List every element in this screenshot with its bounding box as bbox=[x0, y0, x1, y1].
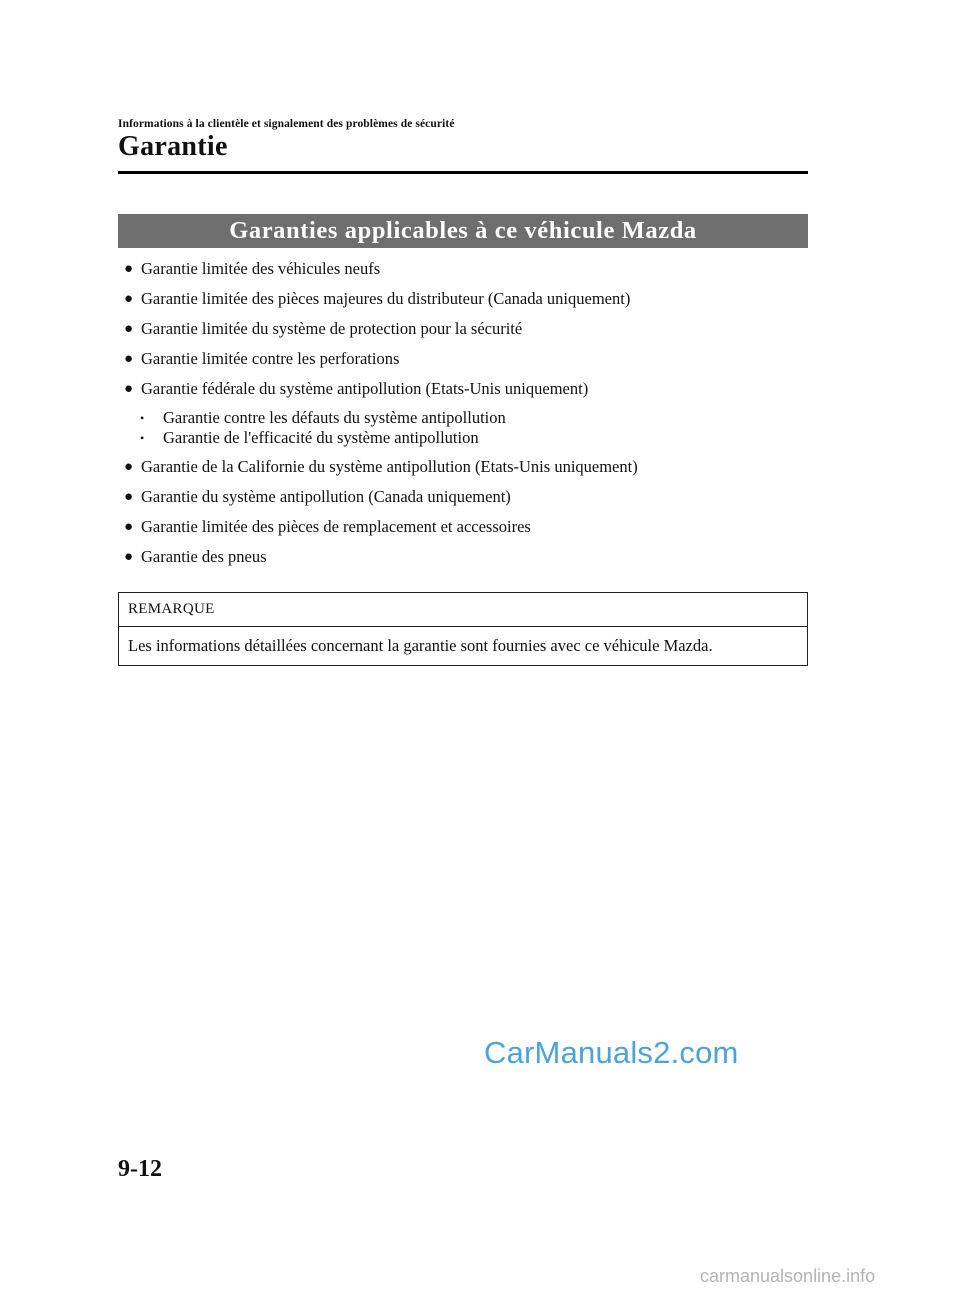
list-item bbox=[124, 348, 808, 370]
bullet-icon: ● bbox=[124, 351, 134, 367]
note-title: REMARQUE bbox=[128, 601, 215, 617]
list-item bbox=[124, 546, 808, 568]
note-divider bbox=[119, 626, 807, 627]
section-banner bbox=[118, 214, 808, 248]
bullet-icon: ● bbox=[124, 459, 134, 475]
list-item bbox=[124, 516, 808, 538]
bullet-icon: ● bbox=[124, 321, 134, 337]
list-item-text: Garantie limitée des véhicules neufs bbox=[141, 259, 381, 278]
list-item-text: Garantie limitée des pièces majeures du distributeur (Canada uniquement) bbox=[141, 289, 631, 308]
section-title: Garanties applicables à ce véhicule Mazda bbox=[229, 217, 697, 244]
page-title: Garantie bbox=[118, 131, 228, 162]
header-rule bbox=[118, 171, 808, 174]
bullet-icon: ● bbox=[124, 489, 134, 505]
sub-list-item-text: Garantie contre les défauts du système antipollution bbox=[163, 408, 506, 427]
bullet-icon: ● bbox=[124, 261, 134, 277]
list-item-text: Garantie de la Californie du système antipollution (Etats-Unis uniquement) bbox=[141, 457, 638, 476]
list-item bbox=[124, 378, 808, 400]
sub-list-item bbox=[140, 408, 808, 428]
list-item bbox=[124, 318, 808, 340]
list-item-text: Garantie limitée des pièces de remplacement et accessoires bbox=[141, 517, 531, 536]
note-box bbox=[118, 592, 808, 666]
list-item-text: Garantie des pneus bbox=[141, 547, 267, 566]
list-item bbox=[124, 486, 808, 508]
header-subtitle: Informations à la clientèle et signalement des problèmes de sécurité bbox=[118, 118, 455, 130]
bullet-icon: ● bbox=[124, 291, 134, 307]
site-footer-watermark: carmanualsonline.info bbox=[700, 1266, 876, 1286]
list-item bbox=[124, 258, 808, 280]
small-bullet-icon: • bbox=[140, 411, 145, 425]
sub-list-item-text: Garantie de l'efficacité du système antipollution bbox=[163, 428, 479, 447]
small-bullet-icon: • bbox=[140, 431, 145, 445]
list-item-text: Garantie fédérale du système antipollution (Etats-Unis uniquement) bbox=[141, 379, 589, 398]
list-item bbox=[124, 288, 808, 310]
warranty-list bbox=[124, 258, 808, 568]
bullet-icon: ● bbox=[124, 381, 134, 397]
page-number: 9-12 bbox=[118, 1156, 162, 1182]
sub-list-item bbox=[140, 428, 808, 448]
list-item bbox=[124, 456, 808, 478]
bullet-icon: ● bbox=[124, 549, 134, 565]
list-item-text: Garantie limitée du système de protection pour la sécurité bbox=[141, 319, 523, 338]
watermark: CarManuals2.com bbox=[484, 1035, 739, 1070]
list-item-text: Garantie du système antipollution (Canada uniquement) bbox=[141, 487, 511, 506]
note-text: Les informations détaillées concernant la garantie sont fournies avec ce véhicule Mazda. bbox=[128, 636, 713, 655]
bullet-icon: ● bbox=[124, 519, 134, 535]
list-item-text: Garantie limitée contre les perforations bbox=[141, 349, 400, 368]
